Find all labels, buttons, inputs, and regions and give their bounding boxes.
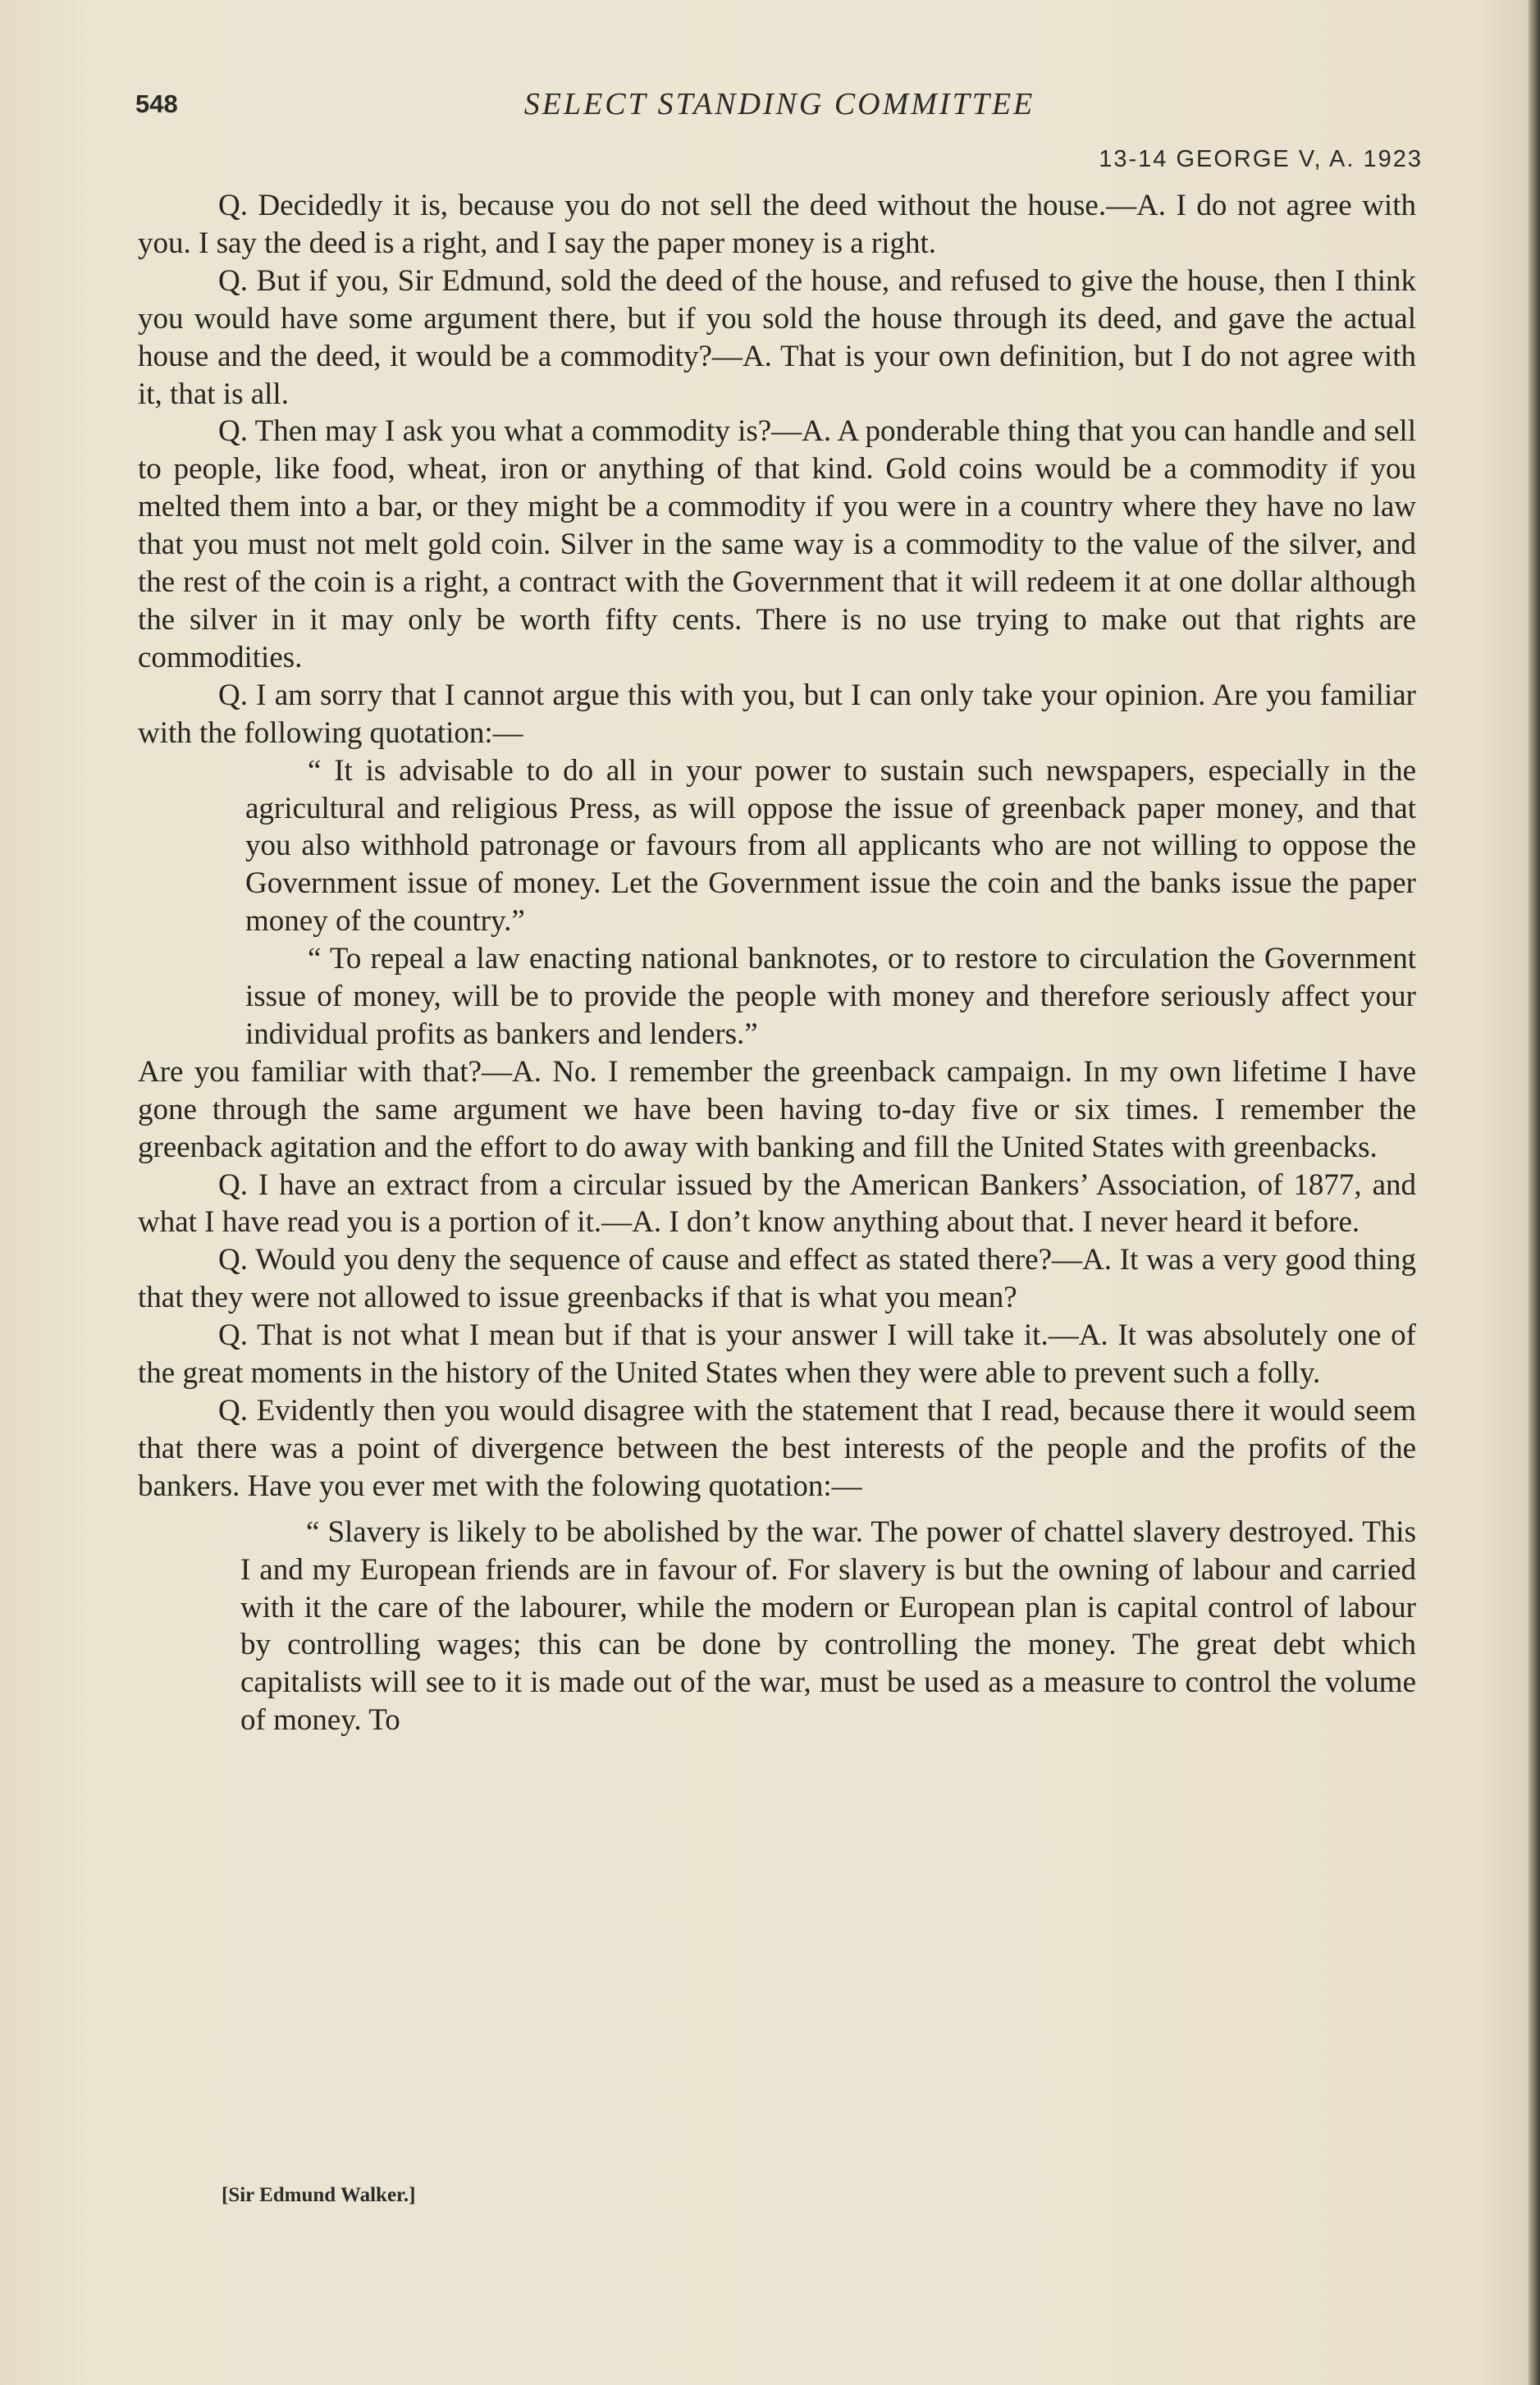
paragraph-8: Q. That is not what I mean but if that is your answer I will take it.—A. It was absolutely one of the great moments in the history of the United States when they were able to prevent such a folly. bbox=[138, 1318, 1416, 1391]
paragraph-4: Q. I am sorry that I cannot argue this with you, but I can only take your opinion. Are you familiar with the following quotation:— bbox=[138, 678, 1416, 750]
paragraph-1: Q. Decidedly it is, because you do not sell the deed without the house.—A. I do not agree with you. I say the deed is a right, and I say the paper money is a right. bbox=[138, 189, 1416, 260]
paragraph-6: Q. I have an extract from a circular issued by the American Bankers’ Association, of 1877, and what I have read you is a portion of it.—A. I don’t know anything about that. I never heard it before. bbox=[138, 1167, 1416, 1240]
book-spine bbox=[1529, 0, 1540, 2385]
quotation-1: “ It is advisable to do all in your power to sustain such newspapers, especially in the agricultural and religious Press, as will oppose the issue of greenback paper money, and that you also withhold patronage or favours from all applicants who are not willing to oppose the Government issue of money. Let the Government issue the coin and the banks issue the paper money of the country.” bbox=[245, 753, 1416, 939]
speaker-footnote: [Sir Edmund Walker.] bbox=[222, 2184, 416, 2206]
paragraph-5: Are you familiar with that?—A. No. I remember the greenback campaign. In my own lifetime I have gone through the same argument we have been having to-day five or six times. I remember the greenback agitation and the effort to do away with banking and fill the United States with greenbacks. bbox=[138, 1054, 1416, 1164]
quotation-2: “ To repeal a law enacting national banknotes, or to restore to circulation the Government issue of money, will be to provide the people with money and therefore seriously affect your individual profits as bankers and lenders.” bbox=[245, 942, 1416, 1051]
paragraph-2: Q. But if you, Sir Edmund, sold the deed of the house, and refused to give the house, then I think you would have some argument there, but if you sold the house through its deed, and gave the actual house and the deed, it would be a commodity?—A. That is your own definition, but I do not agree with it, that is all. bbox=[138, 263, 1416, 411]
page-number: 548 bbox=[135, 89, 178, 118]
paragraph-9: Q. Evidently then you would disagree with the statement that I read, because there it would seem that there was a point of divergence between the best interests of the people and the profits of the bankers. Have you ever met with the folowing quotation:— bbox=[138, 1394, 1416, 1503]
quotation-3: “ Slavery is likely to be abolished by the war. The power of chattel slavery destroyed. This I and my European friends are in favour of. For slavery is but the owning of labour and carried with it the care of the labourer, while the modern or European plan is capital control of labour by controlling wages; this can be done by controlling the money. The great debt which capitalists will see to it is made out of the war, must be used as a measure to control the volume of money. To bbox=[240, 1515, 1416, 1738]
body-text bbox=[138, 187, 1416, 1739]
running-head: SELECT STANDING COMMITTEE bbox=[523, 87, 1035, 121]
paragraph-3: Q. Then may I ask you what a commodity is?—A. A ponderable thing that you can handle and sell to people, like food, wheat, iron or anything of that kind. Gold coins would be a commodity if you melted them into a bar, or they might be a commodity if you were in a country where they have no law that you must not melt gold coin. Silver in the same way is a commodity to the value of the silver, and the rest of the coin is a right, a contract with the Government that it will redeem it at one dollar although the silver in it may only be worth fifty cents. There is no use trying to make out that rights are commodities. bbox=[138, 414, 1416, 674]
page-header bbox=[135, 86, 1423, 135]
paragraph-7: Q. Would you deny the sequence of cause and effect as stated there?—A. It was a very good thing that they were not allowed to issue greenbacks if that is what you mean? bbox=[138, 1243, 1416, 1315]
session-label: 13-14 GEORGE V, A. 1923 bbox=[1099, 146, 1423, 172]
